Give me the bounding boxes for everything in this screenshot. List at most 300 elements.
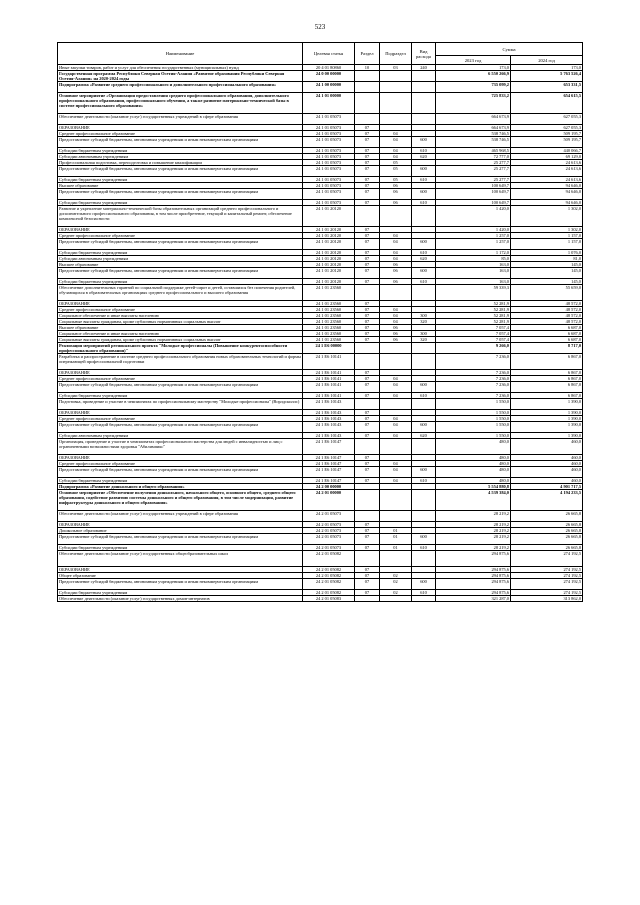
row-section [355, 399, 380, 410]
row-section [355, 206, 380, 227]
row-section [355, 596, 380, 602]
row-sum-2023: 294 875,6 [436, 573, 511, 579]
row-name: Среднее профессиональное образование [58, 461, 303, 467]
table-row [58, 189, 583, 200]
row-target: 24 1 01 05073 [303, 137, 355, 148]
row-sum-2023: 321 287,0 [436, 596, 511, 602]
row-sum-2023: 28 219,2 [436, 511, 511, 522]
row-sum-2023: 664 673,9 [436, 125, 511, 131]
table-row [58, 382, 583, 393]
row-section: 07 [355, 250, 380, 256]
row-expense-type: 300 [412, 313, 436, 319]
row-subsection [380, 354, 412, 370]
row-sum-2024: 274 192,5 [511, 579, 583, 590]
row-name: Предоставление субсидий бюджетным, автономным учреждениям и иным некоммерческим организациям [58, 239, 303, 250]
row-sum-2023: 52 281,9 [436, 319, 511, 325]
row-target: 24 1 E6 10147 [303, 455, 355, 461]
row-target: 24 1 01 05073 [303, 189, 355, 200]
row-section: 07 [355, 416, 380, 422]
row-section: 07 [355, 579, 380, 590]
table-row [58, 399, 583, 410]
row-section: 07 [355, 370, 380, 376]
row-section [355, 285, 380, 301]
row-section: 07 [355, 256, 380, 262]
row-subsection [380, 551, 412, 567]
row-sum-2024: 26 665,8 [511, 511, 583, 522]
row-expense-type: 600 [412, 239, 436, 250]
row-target: 24 1 01 20120 [303, 262, 355, 268]
row-sum-2023: 25 277,7 [436, 166, 511, 177]
row-sum-2024: 48 572,0 [511, 319, 583, 325]
row-name: Социальные выплаты гражданам, кроме публичных нормативных социальных выплат [58, 337, 303, 343]
row-name: Подпрограмма «Развитие дошкольного и общего образования» [58, 484, 303, 490]
row-section: 07 [355, 137, 380, 148]
row-section: 07 [355, 567, 380, 573]
row-sum-2024: 94 646,0 [511, 189, 583, 200]
row-target: 24 2 00 00000 [303, 484, 355, 490]
row-name: Социальное обеспечение и иные выплаты населению [58, 313, 303, 319]
row-sum-2024: 48 572,0 [511, 307, 583, 313]
row-subsection: 06 [380, 279, 412, 285]
row-section: 07 [355, 307, 380, 313]
row-name: ОБРАЗОВАНИЕ [58, 455, 303, 461]
row-expense-type: 610 [412, 148, 436, 154]
row-subsection: 04 [380, 233, 412, 239]
row-section [355, 511, 380, 522]
row-subsection [380, 343, 412, 354]
row-target: 24 1 01 20120 [303, 227, 355, 233]
row-name: Подпрограмма «Развитие среднего профессионального и дополнительного профессионального образования» [58, 82, 303, 93]
table-body [58, 65, 583, 602]
row-sum-2024: 6 687,0 [511, 325, 583, 331]
row-expense-type [412, 439, 436, 455]
row-sum-2024: 26 665,8 [511, 528, 583, 534]
row-target: 24 1 E6 10147 [303, 467, 355, 478]
row-sum-2023: 294 875,6 [436, 590, 511, 596]
row-name: Предоставление субсидий бюджетным, автономным учреждениям и иным некоммерческим организациям [58, 467, 303, 478]
row-sum-2023: 7 236,0 [436, 382, 511, 393]
row-section: 07 [355, 376, 380, 382]
row-sum-2023: 28 219,2 [436, 534, 511, 545]
row-section: 07 [355, 262, 380, 268]
row-target: 24 0 00 00000 [303, 71, 355, 82]
row-target: 24 1 01 23560 [303, 307, 355, 313]
row-name: Субсидии автономным учреждениям [58, 433, 303, 439]
table-row [58, 65, 583, 71]
row-name: Среднее профессиональное образование [58, 416, 303, 422]
row-section: 07 [355, 301, 380, 307]
row-section: 07 [355, 239, 380, 250]
row-sum-2023: 9 266,0 [436, 343, 511, 354]
table-row [58, 239, 583, 250]
row-sum-2023: 1 550,0 [436, 433, 511, 439]
row-section [355, 439, 380, 455]
table-row [58, 313, 583, 319]
row-section: 07 [355, 227, 380, 233]
row-subsection [380, 490, 412, 511]
row-name: Предоставление субсидий бюджетным, автономным учреждениям и иным некоммерческим организациям [58, 166, 303, 177]
row-subsection: 04 [380, 307, 412, 313]
row-name: ОБРАЗОВАНИЕ [58, 410, 303, 416]
row-sum-2023: 538 746,5 [436, 137, 511, 148]
header-name: Наименование [58, 43, 303, 65]
table-row [58, 206, 583, 227]
row-subsection: 04 [380, 148, 412, 154]
row-section: 07 [355, 590, 380, 596]
row-expense-type: 600 [412, 534, 436, 545]
row-section: 07 [355, 545, 380, 551]
table-row [58, 534, 583, 545]
row-sum-2024: 1 390,0 [511, 399, 583, 410]
row-sum-2024: 274 192,5 [511, 590, 583, 596]
row-name: Разработка и распространение в системе среднего профессионального образования новых образовательных технологий и формы опережающей профессиональной подготовки [58, 354, 303, 370]
row-subsection: 05 [380, 160, 412, 166]
row-subsection: 04 [380, 250, 412, 256]
row-sum-2024: 653 331,5 [511, 82, 583, 93]
row-sum-2023: 480,0 [436, 461, 511, 467]
table-row [58, 354, 583, 370]
row-section: 07 [355, 410, 380, 416]
row-subsection [380, 82, 412, 93]
row-sum-2024: 24 613,6 [511, 166, 583, 177]
table-row [58, 331, 583, 337]
row-target: 24 1 01 20120 [303, 239, 355, 250]
row-expense-type: 620 [412, 433, 436, 439]
row-name: Субсидии бюджетным учреждениям [58, 250, 303, 256]
row-subsection: 04 [380, 416, 412, 422]
row-section: 07 [355, 154, 380, 160]
row-name: Предоставление субсидий бюджетным, автономным учреждениям и иным некоммерческим организациям [58, 579, 303, 590]
row-sum-2024: 6 867,0 [511, 370, 583, 376]
page-number: 523 [314, 23, 326, 31]
row-expense-type: 610 [412, 545, 436, 551]
row-sum-2023: 294 875,6 [436, 579, 511, 590]
table-row [58, 93, 583, 114]
row-subsection: 01 [380, 545, 412, 551]
row-target: 24 1 01 20120 [303, 233, 355, 239]
row-subsection: 04 [380, 154, 412, 160]
row-sum-2024: 1 076,0 [511, 250, 583, 256]
row-expense-type: 610 [412, 478, 436, 484]
row-sum-2024: 6 687,0 [511, 337, 583, 343]
row-section [355, 114, 380, 125]
row-sum-2023: 735 099,2 [436, 82, 511, 93]
row-name: Среднее профессиональное образование [58, 307, 303, 313]
row-target: 24 1 E6 10141 [303, 354, 355, 370]
row-target: 24 1 01 23560 [303, 337, 355, 343]
row-subsection: 05 [380, 166, 412, 177]
row-name: Субсидии бюджетным учреждениям [58, 478, 303, 484]
row-section [355, 551, 380, 567]
table-row [58, 551, 583, 567]
row-target: 24 1 01 05073 [303, 114, 355, 125]
row-subsection: 01 [380, 534, 412, 545]
row-sum-2024: 26 665,8 [511, 545, 583, 551]
row-expense-type: 610 [412, 393, 436, 399]
row-sum-2023: 1 420,0 [436, 206, 511, 227]
row-name: ОБРАЗОВАНИЕ [58, 125, 303, 131]
row-sum-2023: 7 057,4 [436, 337, 511, 343]
row-sum-2024: 274 192,5 [511, 567, 583, 573]
table-row [58, 82, 583, 93]
header-section: Раздел [355, 43, 380, 65]
table-row [58, 166, 583, 177]
table-row [58, 337, 583, 343]
row-expense-type [412, 71, 436, 82]
row-target: 24 1 01 20120 [303, 279, 355, 285]
row-sum-2023: 85,0 [436, 256, 511, 262]
row-target: 24 1 E6 10147 [303, 461, 355, 467]
row-expense-type: 600 [412, 467, 436, 478]
row-target: 24 1 E6 10141 [303, 376, 355, 382]
row-target: 24 1 01 05073 [303, 148, 355, 154]
row-sum-2023: 7 236,0 [436, 354, 511, 370]
row-section: 07 [355, 177, 380, 183]
row-section: 07 [355, 183, 380, 189]
row-target: 24 1 E6 10143 [303, 399, 355, 410]
row-sum-2023: 7 236,0 [436, 393, 511, 399]
row-expense-type: 600 [412, 579, 436, 590]
row-target: 24 1 01 20120 [303, 206, 355, 227]
row-section: 07 [355, 319, 380, 325]
row-sum-2024: 1 390,0 [511, 433, 583, 439]
row-expense-type [412, 551, 436, 567]
row-subsection: 02 [380, 590, 412, 596]
row-target: 24 2 01 05083 [303, 596, 355, 602]
row-section: 07 [355, 279, 380, 285]
row-section: 07 [355, 233, 380, 239]
row-expense-type [412, 114, 436, 125]
row-expense-type: 610 [412, 200, 436, 206]
row-sum-2024: 1 390,0 [511, 410, 583, 416]
row-subsection: 03 [380, 65, 412, 71]
row-target: 24 1 E6 10141 [303, 382, 355, 393]
row-target: 24 2 01 00000 [303, 490, 355, 511]
row-name: ОБРАЗОВАНИЕ [58, 370, 303, 376]
row-name: Высшее образование [58, 262, 303, 268]
row-subsection [380, 71, 412, 82]
row-expense-type [412, 399, 436, 410]
row-sum-2024: 1 157,0 [511, 233, 583, 239]
row-sum-2024: 1 390,0 [511, 422, 583, 433]
row-sum-2024: 24 613,6 [511, 177, 583, 183]
row-name: Организация, проведение и участие в чемпионатах профессионального мастерства для людей с инвалидностью и лиц с ограниченными возможностями здоровья "Абилимпикс" [58, 439, 303, 455]
row-name: Субсидии бюджетным учреждениям [58, 148, 303, 154]
row-sum-2023: 480,0 [436, 467, 511, 478]
row-sum-2024: 627 055,3 [511, 114, 583, 125]
row-subsection: 04 [380, 467, 412, 478]
row-expense-type: 320 [412, 319, 436, 325]
table-row [58, 71, 583, 82]
row-subsection: 04 [380, 319, 412, 325]
row-name: Субсидии автономным учреждениям [58, 256, 303, 262]
row-subsection [380, 596, 412, 602]
row-sum-2024: 145,0 [511, 279, 583, 285]
row-subsection: 04 [380, 461, 412, 467]
row-name: Государственная программа Республики Северная Осетия-Алания «Развитие образования Республики Северная Осетия-Алания» на 2020-2024 годы [58, 71, 303, 82]
row-expense-type: 600 [412, 166, 436, 177]
row-target: 24 1 E6 10141 [303, 393, 355, 399]
row-name: Субсидии автономным учреждениям [58, 154, 303, 160]
row-name: Предоставление субсидий бюджетным, автономным учреждениям и иным некоммерческим организациям [58, 422, 303, 433]
header-target: Целевая статья [303, 43, 355, 65]
row-expense-type: 600 [412, 268, 436, 279]
row-sum-2024: 48 572,0 [511, 301, 583, 307]
row-sum-2023: 6 550 266,9 [436, 71, 511, 82]
row-sum-2024: 1 390,0 [511, 416, 583, 422]
row-target: 24 1 01 20120 [303, 256, 355, 262]
row-sum-2023: 1 550,0 [436, 399, 511, 410]
row-expense-type: 600 [412, 382, 436, 393]
row-sum-2023: 100 649,7 [436, 200, 511, 206]
row-target: 24 1 01 05073 [303, 177, 355, 183]
row-sum-2023: 7 057,4 [436, 331, 511, 337]
row-target: 24 1 01 23560 [303, 331, 355, 337]
row-target: 24 2 01 05082 [303, 579, 355, 590]
row-target: 24 2 01 05082 [303, 567, 355, 573]
row-subsection: 06 [380, 325, 412, 331]
row-sum-2024: 5 763 526,4 [511, 71, 583, 82]
row-sum-2024: 173,0 [511, 65, 583, 71]
row-section: 07 [355, 382, 380, 393]
row-section: 07 [355, 393, 380, 399]
row-target: 24 2 01 05073 [303, 522, 355, 528]
row-target: 24 1 01 23560 [303, 301, 355, 307]
row-sum-2024: 274 192,5 [511, 573, 583, 579]
row-target: 24 1 E6 00000 [303, 343, 355, 354]
row-name: Социальные выплаты гражданам, кроме публичных нормативных социальных выплат [58, 319, 303, 325]
row-expense-type [412, 93, 436, 114]
row-sum-2023: 1 257,0 [436, 233, 511, 239]
row-expense-type: 610 [412, 250, 436, 256]
row-target: 24 1 E6 10143 [303, 416, 355, 422]
row-sum-2023: 294 875,6 [436, 551, 511, 567]
row-subsection: 04 [380, 382, 412, 393]
row-subsection [380, 206, 412, 227]
row-section: 07 [355, 478, 380, 484]
row-sum-2024: 145,0 [511, 262, 583, 268]
row-section [355, 93, 380, 114]
row-sum-2024: 69 129,0 [511, 154, 583, 160]
row-sum-2024: 6 687,0 [511, 331, 583, 337]
row-expense-type: 300 [412, 331, 436, 337]
row-name: Обеспечение деятельности (оказание услуг) государственных учреждений в сфере образования [58, 511, 303, 522]
row-subsection: 06 [380, 268, 412, 279]
row-sum-2024: 6 867,0 [511, 393, 583, 399]
row-sum-2024: 145,0 [511, 268, 583, 279]
row-section: 07 [355, 166, 380, 177]
row-sum-2024: 8 717,0 [511, 343, 583, 354]
row-sum-2023: 100 649,7 [436, 189, 511, 200]
row-target: 24 2 01 05073 [303, 528, 355, 534]
row-name: Общее образование [58, 573, 303, 579]
row-target: 24 2 01 05073 [303, 534, 355, 545]
row-name: Предоставление субсидий бюджетным, автономным учреждениям и иным некоммерческим организациям [58, 268, 303, 279]
row-target: 24 1 E6 10141 [303, 370, 355, 376]
row-subsection: 04 [380, 422, 412, 433]
row-sum-2023: 28 219,2 [436, 522, 511, 528]
row-name: Высшее образование [58, 325, 303, 331]
row-sum-2024: 313 862,0 [511, 596, 583, 602]
row-name: Предоставление субсидий бюджетным, автономным учреждениям и иным некоммерческим организациям [58, 534, 303, 545]
row-name: Субсидии бюджетным учреждениям [58, 200, 303, 206]
table-row [58, 467, 583, 478]
row-name: Основное мероприятие «Обеспечение получения дошкольного, начального общего, основного общего, среднего общего образования, содействие развитию системы дошкольного и общего образования, в том числе модернизация, развитие инфраструктуры дошкольного и общего образования» [58, 490, 303, 511]
row-sum-2024: 460,0 [511, 455, 583, 461]
row-sum-2024: 627 055,3 [511, 125, 583, 131]
table-row [58, 160, 583, 166]
row-expense-type [412, 285, 436, 301]
row-section [355, 490, 380, 511]
row-section: 07 [355, 422, 380, 433]
row-target: 24 1 E6 10143 [303, 422, 355, 433]
row-section [355, 354, 380, 370]
row-subsection: 01 [380, 528, 412, 534]
row-target: 24 1 01 23560 [303, 325, 355, 331]
row-sum-2023: 1 550,0 [436, 422, 511, 433]
row-subsection: 06 [380, 331, 412, 337]
row-section: 07 [355, 131, 380, 137]
row-sum-2023: 1 550,0 [436, 416, 511, 422]
row-sum-2023: 7 236,0 [436, 376, 511, 382]
row-section: 07 [355, 189, 380, 200]
row-target: 24 2 01 05082 [303, 590, 355, 596]
row-name: ОБРАЗОВАНИЕ [58, 567, 303, 573]
row-sum-2023: 163,0 [436, 262, 511, 268]
row-expense-type [412, 511, 436, 522]
row-sum-2024: 24 613,6 [511, 160, 583, 166]
table-row [58, 137, 583, 148]
row-expense-type: 320 [412, 337, 436, 343]
table-row [58, 484, 583, 490]
row-target: 24 1 01 05073 [303, 125, 355, 131]
row-sum-2023: 465 968,5 [436, 148, 511, 154]
row-subsection: 02 [380, 573, 412, 579]
row-subsection [380, 93, 412, 114]
row-expense-type [412, 82, 436, 93]
row-sum-2023: 1 172,0 [436, 250, 511, 256]
row-sum-2023: 72 777,0 [436, 154, 511, 160]
row-sum-2024: 6 867,0 [511, 354, 583, 370]
row-expense-type: 610 [412, 590, 436, 596]
table-row [58, 285, 583, 301]
row-target: 24 1 01 23560 [303, 285, 355, 301]
row-sum-2023: 52 281,9 [436, 313, 511, 319]
row-sum-2023: 173,0 [436, 65, 511, 71]
row-sum-2024: 4 194 233,5 [511, 490, 583, 511]
row-sum-2024: 509 195,7 [511, 137, 583, 148]
row-section: 07 [355, 534, 380, 545]
row-section: 07 [355, 325, 380, 331]
row-sum-2023: 100 649,7 [436, 183, 511, 189]
table-row [58, 319, 583, 325]
row-sum-2024: 55 659,0 [511, 285, 583, 301]
header-subsection: Подраздел [380, 43, 412, 65]
row-expense-type: 620 [412, 256, 436, 262]
row-sum-2023: 294 875,6 [436, 567, 511, 573]
row-sum-2024: 94 646,0 [511, 183, 583, 189]
row-expense-type [412, 354, 436, 370]
row-name: Субсидии бюджетным учреждениям [58, 177, 303, 183]
row-sum-2024: 1 302,0 [511, 206, 583, 227]
row-name: ОБРАЗОВАНИЕ [58, 301, 303, 307]
row-subsection: 02 [380, 579, 412, 590]
row-sum-2024: 94 646,0 [511, 200, 583, 206]
row-subsection: 04 [380, 478, 412, 484]
row-subsection: 04 [380, 313, 412, 319]
row-sum-2023: 664 673,9 [436, 114, 511, 125]
row-sum-2023: 480,0 [436, 439, 511, 455]
